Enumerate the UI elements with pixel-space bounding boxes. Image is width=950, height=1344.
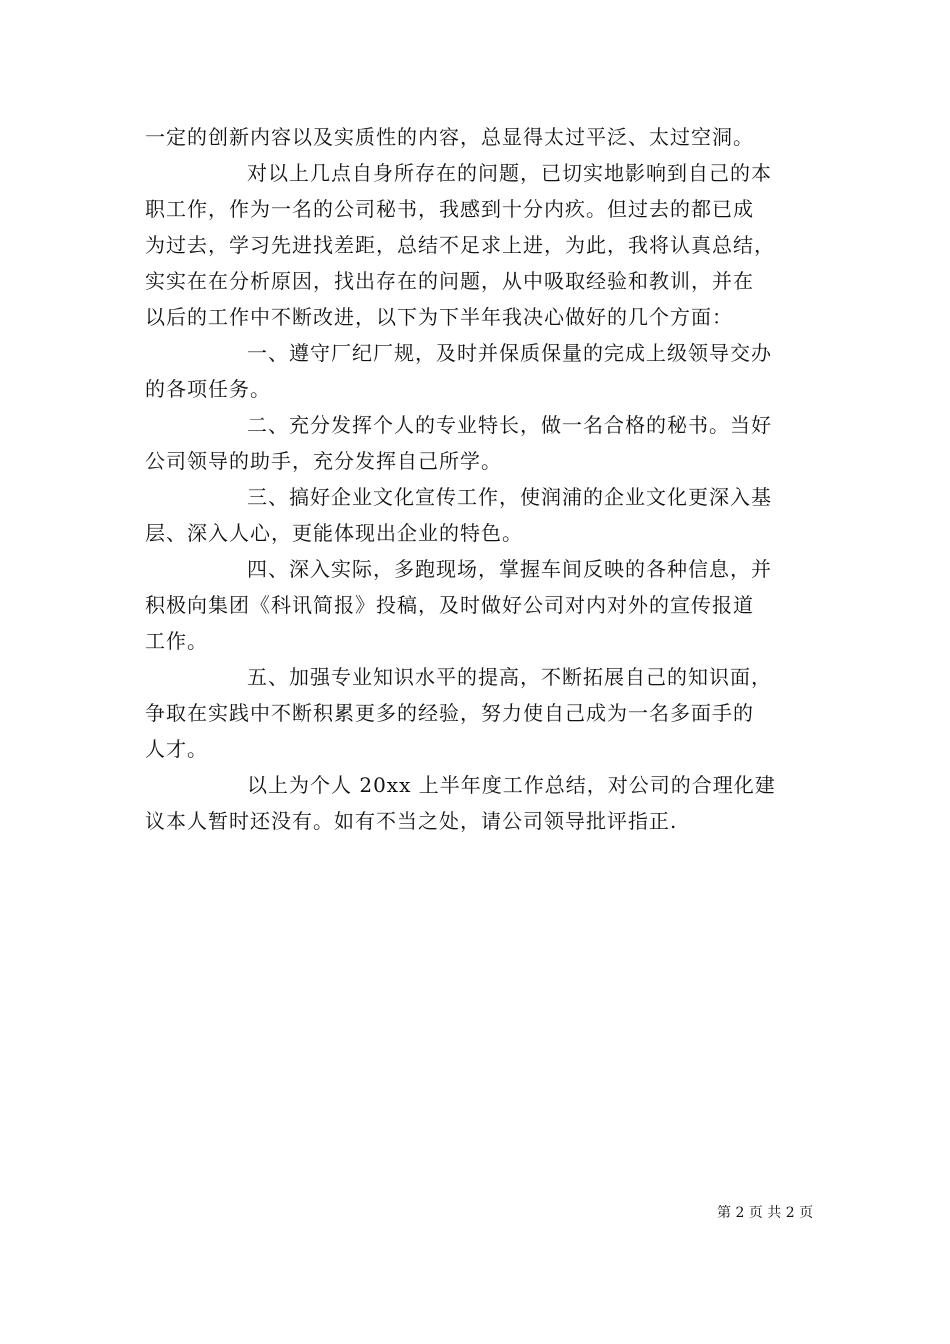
text-line: 一、遵守厂纪厂规，及时并保质保量的完成上级领导交办 [247,341,772,365]
text-line: 为过去，学习先进找差距，总结不足求上进，为此，我将认真总结， [145,233,775,257]
text-line: 公司领导的助手，充分发挥自己所学。 [145,449,502,473]
text-line: 工作。 [145,629,208,653]
text-line: 人才。 [145,737,208,761]
text-line: 以后的工作中不断改进，以下为下半年我决心做好的几个方面： [145,305,733,329]
text-line: 职工作，作为一名的公司秘书，我感到十分内疚。但过去的都已成 [145,197,754,221]
text-line: 积极向集团《科讯简报》投稿，及时做好公司对内对外的宣传报道 [145,593,754,617]
page-number-footer: 第 2 页 共 2 页 [717,1205,814,1221]
text-line: 争取在实践中不断积累更多的经验，努力使自己成为一名多面手的 [145,701,754,725]
text-line: 对以上几点自身所存在的问题，已切实地影响到自己的本 [247,161,772,185]
text-line: 以上为个人 20xx 上半年度工作总结，对公司的合理化建 [247,773,776,797]
text-line: 层、深入人心，更能体现出企业的特色。 [145,521,523,545]
text-line: 四、深入实际，多跑现场，掌握车间反映的各种信息，并 [247,557,772,581]
text-line: 议本人暂时还没有。如有不当之处，请公司领导批评指正. [145,809,678,833]
document-body [145,119,845,839]
text-line: 三、搞好企业文化宣传工作，使润浦的企业文化更深入基 [247,485,772,509]
text-line: 二、充分发挥个人的专业特长，做一名合格的秘书。当好 [247,413,772,437]
text-line: 的各项任务。 [145,377,271,401]
text-line: 实实在在分析原因，找出存在的问题，从中吸取经验和教训，并在 [145,269,754,293]
text-line: 一定的创新内容以及实质性的内容，总显得太过平泛、太过空洞。 [145,125,754,149]
text-line: 五、加强专业知识水平的提高，不断拓展自己的知识面， [247,665,772,689]
